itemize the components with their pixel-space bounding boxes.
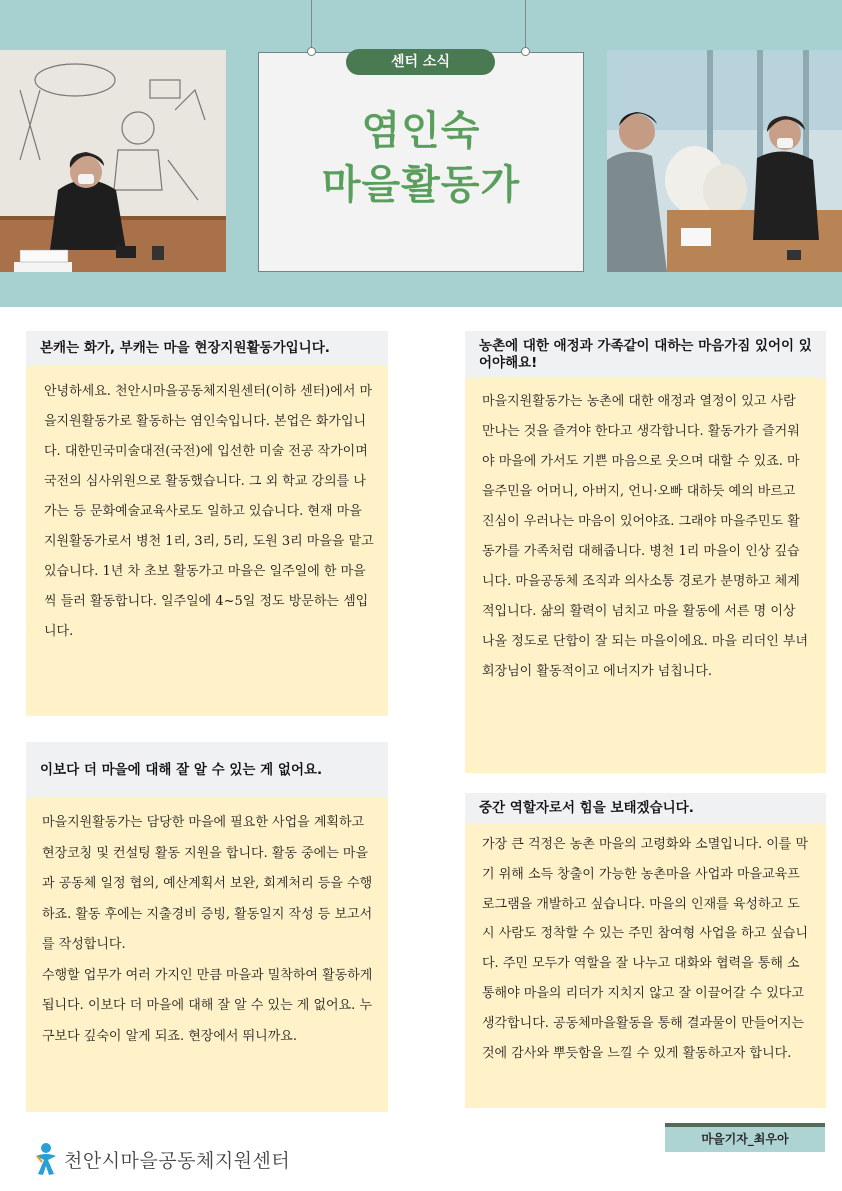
section-2-heading: 이보다 더 마을에 대해 잘 알 수 있는 게 없어요. (26, 742, 388, 798)
section-3-body (465, 378, 826, 773)
section-3-text: 마을지원활동가는 농촌에 대한 애정과 열정이 있고 사람 만나는 것을 즐겨야 한다고 생각합니다. 활동가가 즐거워야 마을에 가서도 기쁜 마음으로 웃으며 대할 수 있죠. 마을주민을 어머니, 아버지, 언니·오빠 대하듯 예의 바르고 진심이 우러나는 마음이 있어야죠. 그래야 마을주민도 활동가를 가족처럼 대해줍니다. 병천 1리 마을이 인상 깊습니다. 마을공동체 조직과 의사소통 경로가 분명하고 체계적입니다. 삶의 활력이 넘치고 마을 활동에 서른 명 이상 나올 정도로 단합이 잘 되는 마을이에요. 마을 리더인 부녀회장님이 활동적이고 에너지가 넘칩니다. (482, 394, 809, 679)
section-4-text: 가장 큰 걱정은 농촌 마을의 고령화와 소멸입니다. 이를 막기 위해 소득 창출이 가능한 농촌마을 사업과 마을교육프로그램을 개발하고 싶습니다. 마을의 인재를 육성하고 도시 사람도 정착할 수 있는 주민 참여형 사업을 하고 싶습니다. 주민 모두가 역할을 잘 나누고 대화와 협력을 통해 소통해야 마을의 리더가 지치지 않고 잘 이끌어갈 수 있다고 생각합니다. 공동체마을활동을 통해 결과물이 만들어지는 것에 감사와 뿌듯함을 느낄 수 있게 활동하고자 합니다. (482, 837, 809, 1061)
hanging-string-right (525, 0, 526, 52)
interviewee-name: 염인숙 (361, 108, 481, 154)
section-1-body (26, 366, 388, 716)
section-2-text-2: 수행할 업무가 여러 가지인 만큼 마을과 밀착하여 활동하게 됩니다. 이보다 더 마을에 대해 잘 알 수 있는 게 없어요. 누구보다 깊숙이 알게 되죠. 현장에서 뛰니까요. (42, 967, 373, 1044)
hanging-string-left (311, 0, 312, 52)
section-2-text-1: 마을지원활동가는 담당한 마을에 필요한 사업을 계획하고 현장코칭 및 컨설팅 활동 지원을 합니다. 활동 중에는 마을과 공동체 일정 협의, 예산계획서 보완, 회계처리 등을 수행하죠. 활동 후에는 지출경비 증빙, 활동일지 작성 등 보고서를 작성합니다. (42, 815, 373, 952)
section-1-heading: 본캐는 화가, 부캐는 마을 현장지원활동가입니다. (26, 331, 388, 366)
center-logo (34, 1141, 290, 1177)
logo-text: 천안시마을공동체지원센터 (64, 1149, 291, 1172)
section-2-body (26, 798, 388, 1112)
interview-photo-left (0, 50, 226, 272)
hanging-pin-left (307, 47, 316, 56)
section-4-heading: 중간 역할자로서 힘을 보태겠습니다. (465, 793, 826, 823)
hanging-pin-right (521, 47, 530, 56)
section-4-body (465, 823, 826, 1108)
section-badge: 센터 소식 (346, 49, 495, 75)
section-3-heading: 농촌에 대한 애정과 가족같이 대하는 마음가짐 있어이 있어야해요! (465, 331, 826, 378)
interviewee-role: 마을활동가 (321, 162, 521, 208)
section-1-text: 안녕하세요. 천안시마을공동체지원센터(이하 센터)에서 마을지원활동가로 활동하는 염인숙입니다. 본업은 화가입니다. 대한민국미술대전(국전)에 입선한 미술 전공 작가이며 국전의 심사위원으로 활동했습니다. 그 외 학교 강의를 나가는 등 문화예술교육사로도 일하고 있습니다. 현재 마을지원활동가로서 병천 1리, 3리, 5리, 도원 3리 마을을 맡고 있습니다. 1년 차 초보 활동가고 마을은 일주일에 한 마을씩 들러 활동합니다. 일주일에 4~5일 정도 방문하는 셈입니다. (44, 384, 374, 639)
title-card (258, 52, 584, 272)
reporter-byline: 마을기자_최우아 (665, 1123, 825, 1152)
person-logo-icon (34, 1142, 58, 1176)
interview-photo-right (607, 50, 842, 272)
